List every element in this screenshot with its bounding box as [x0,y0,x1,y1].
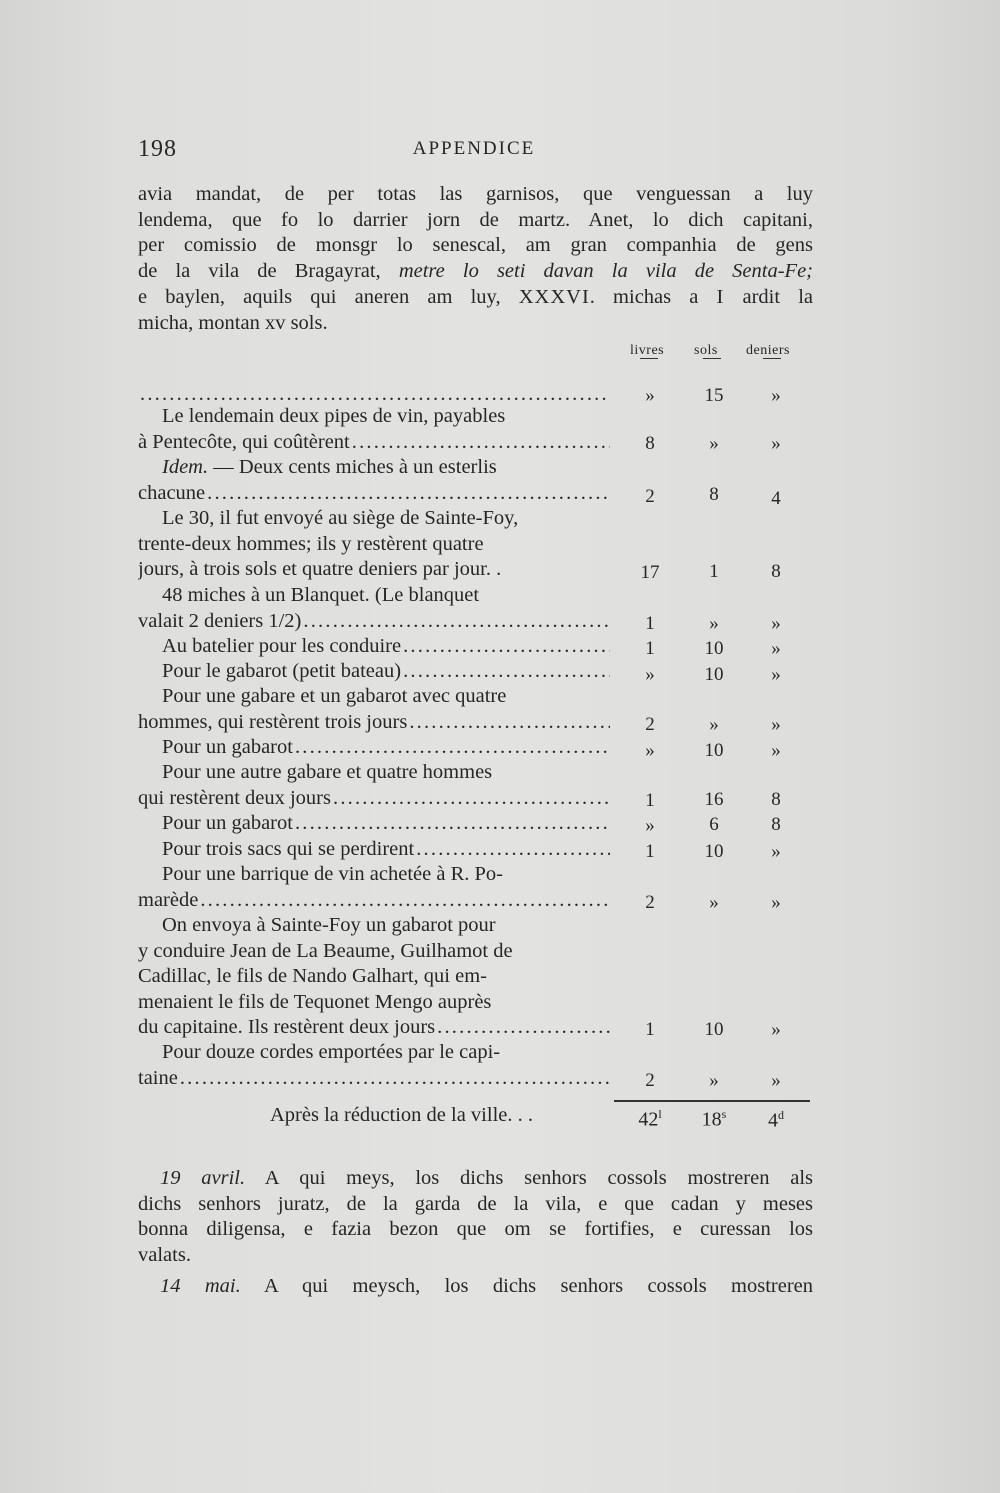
text-line: bonna diligensa, e fazia bezon que om se fortifies, e curessan los [138,1218,813,1241]
row-text: 48 miches à un Blanquet. (Le blanquet [162,584,480,606]
row-text: Pour une gabare et un gabarot avec quatre [162,685,507,707]
amount-sols: 6 [709,814,719,835]
amount-deniers: 4 [771,488,781,509]
text-line: de la vila de Bragayrat, metre lo seti davan la vila de Senta-Fe; [138,260,814,283]
row-text: chacune ..... [138,481,610,507]
page-number: 198 [138,136,177,162]
total-deniers: 4$^d$ [768,1108,784,1132]
amount-livres: 2 [645,714,655,735]
amount-sols: 10 [704,664,724,685]
amount-livres: » [645,740,655,761]
row-text: Pour une barrique de vin achetée à R. Po- [162,863,503,885]
text-line: avia mandat, de per totas las garnisos, que venguessan a luy [138,183,813,205]
total-rule [614,1100,810,1102]
row-text: menaient le fils de Tequonet Mengo auprès [138,990,492,1013]
row-text: Pour un gabarot ..... [138,811,610,837]
row-text: hommes, qui restèrent trois jours ..... [138,710,610,736]
text-line: micha, montan xv sols. [138,311,328,334]
row-text: valait 2 deniers 1/2) ..... [138,609,610,635]
column-dash [763,358,781,359]
total-label: Après la réduction de la ville. . . [270,1104,533,1126]
amount-sols: » [709,613,719,634]
amount-sols: 10 [704,1019,724,1040]
text-line: lendema, que fo lo darrier jorn de martz. Anet, lo dich capitani, [138,208,813,231]
amount-livres: 17 [640,562,660,583]
amount-livres: 2 [645,486,655,507]
row-text: marède ..... [138,888,610,914]
text-line: per comissio de monsgr lo senescal, am gran companhia de gens [138,234,813,257]
entry-19-avril [138,1166,813,1269]
amount-deniers: » [771,841,781,862]
row-text: à Pentecôte, qui coûtèrent ..... [138,430,610,456]
row-text: qui restèrent deux jours ..... [138,786,610,812]
amount-sols: 15 [704,385,724,406]
amount-livres: 1 [645,613,655,634]
column-header-deniers: deniers [746,343,790,358]
amount-sols: 10 [704,638,724,659]
text-line: 14 mai. A qui meysch, los dichs senhors cossols mostreren [160,1275,814,1297]
entry-14-mai [138,1274,813,1300]
amount-deniers: » [771,385,781,406]
row-text: Idem. — Deux cents miches à un esterlis [162,456,497,478]
amount-livres: » [645,815,655,836]
row-text: Au batelier pour les conduire ..... [138,634,610,660]
text-line: valats. [138,1244,191,1267]
column-dash [640,358,658,359]
amount-livres: 8 [645,433,655,454]
row-text: Cadillac, le fils de Nando Galhart, qui em- [138,965,487,987]
amount-deniers: » [771,664,781,685]
page-header [138,136,810,166]
amount-deniers: » [771,638,781,659]
running-title: APPENDICE [412,138,536,159]
amount-livres: 2 [645,1070,655,1091]
intro-paragraph [138,182,813,336]
amount-deniers: » [771,740,781,761]
amount-deniers: » [771,613,781,634]
amount-livres: 1 [645,638,655,659]
row-text: Pour douze cordes emportées par le capi- [162,1041,501,1063]
row-text: jours, à trois sols et quatre deniers par jour. . [138,558,502,580]
amount-sols: » [709,892,719,913]
amount-livres: 1 [645,841,655,862]
amount-sols: 8 [709,484,719,505]
amount-sols: 16 [704,789,724,810]
amount-deniers: » [771,1070,781,1091]
column-dash [703,358,721,359]
amount-sols: 1 [709,561,719,582]
total-livres: 42$^l$ [638,1107,662,1131]
amount-livres: » [645,664,655,685]
amount-deniers: » [771,714,781,735]
text-line: dichs senhors juratz, de la garda de la vila, e que cadan y meses [138,1192,813,1215]
amount-sols: » [709,433,719,454]
amount-livres: 1 [645,790,655,811]
column-header-sols: sols [694,343,718,358]
amount-livres: 2 [645,892,655,913]
row-text: Le 30, il fut envoyé au siège de Sainte-Foy, [162,507,519,529]
amount-deniers: 8 [771,789,781,810]
row-text: Le lendemain deux pipes de vin, payables [162,405,506,427]
amount-sols: 10 [704,841,724,862]
amount-livres: » [645,385,655,406]
amount-sols: » [709,1070,719,1091]
amount-deniers: » [771,1019,781,1040]
amount-deniers: 8 [771,814,781,835]
row-text: Pour une autre gabare et quatre hommes [162,761,493,783]
row-text: Pour le gabarot (petit bateau) ..... [138,659,610,685]
amount-sols: 10 [704,740,724,761]
row-text: y conduire Jean de La Beaume, Guilhamot de [138,939,513,962]
entry-date: 14 mai. [160,1275,241,1297]
amount-deniers: » [771,892,781,913]
amount-livres: 1 [645,1019,655,1040]
column-header-livres: livres [630,343,665,358]
italic-phrase: metre lo seti davan la vila de Senta-Fe; [398,260,814,283]
row-text: On envoya à Sainte-Foy un gabarot pour [162,914,496,936]
text-line: 19 avril. A qui meys, los dichs senhors cossols mostreren als [160,1167,814,1189]
amount-deniers: 8 [771,561,781,582]
total-sols: 18$^s$ [701,1107,727,1131]
row-text: Pour un gabarot ..... [138,735,610,761]
row-text: Pour trois sacs qui se perdirent ..... [138,837,610,863]
row-text: du capitaine. Ils restèrent deux jours ..... [138,1015,610,1041]
entry-date: 19 avril. [160,1167,246,1189]
amount-deniers: » [771,433,781,454]
row-text: taine ..... [138,1066,610,1092]
row-text: trente-deux hommes; ils y restèrent quatre [138,532,484,555]
amount-sols: » [709,714,719,735]
text-line: e baylen, aquils qui aneren am luy, XXXVI. michas a I ardit la [138,285,814,308]
